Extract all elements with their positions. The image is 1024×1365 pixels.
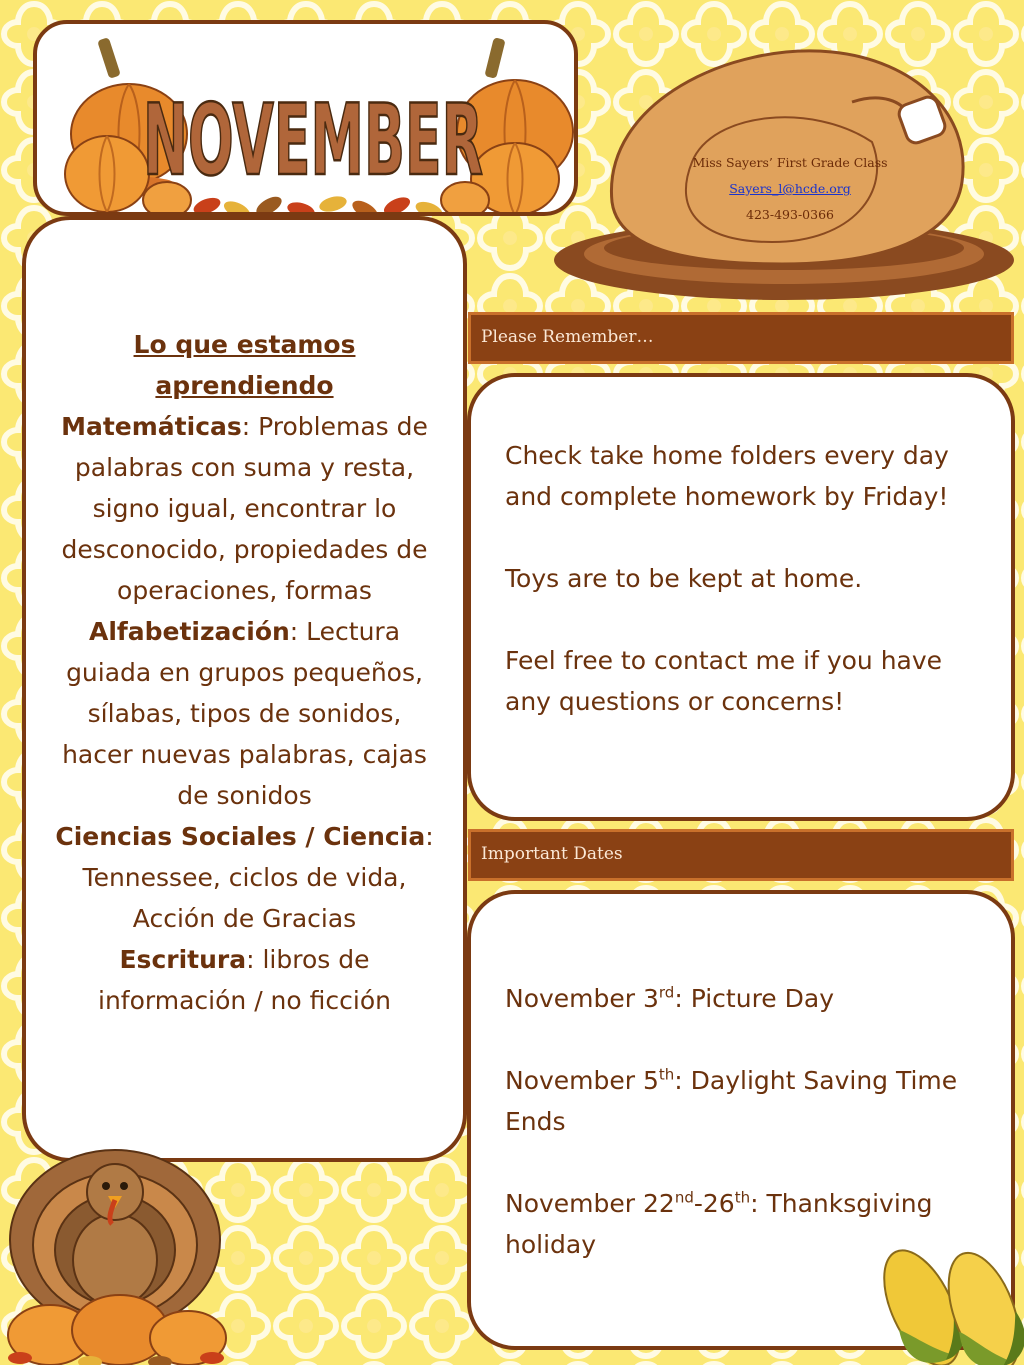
pumpkin-icon — [65, 136, 149, 212]
literacy-paragraph — [52, 611, 437, 816]
date-prefix: November 5 — [505, 1066, 659, 1095]
math-label: Matemáticas — [61, 412, 242, 441]
date-range-end: -26 — [693, 1189, 735, 1218]
literacy-text: : Lectura guiada en grupos pequeños, sílabas, tipos de sonidos, hacer nuevas palabras, cajas de sonidos — [62, 617, 427, 810]
pumpkin-icon — [8, 1295, 226, 1365]
date-prefix: November 22 — [505, 1189, 675, 1218]
date-item — [505, 1060, 985, 1142]
corn-icon — [862, 1228, 1024, 1365]
remember-item: Check take home folders every day and complete homework by Friday! — [505, 441, 949, 511]
month-banner — [33, 20, 578, 216]
learning-panel — [22, 216, 467, 1162]
remember-content — [505, 435, 985, 722]
literacy-label: Alfabetización — [88, 617, 290, 646]
remember-item: Feel free to contact me if you have any questions or concerns! — [505, 646, 943, 716]
writing-text: : libros de información / no ficción — [98, 945, 391, 1015]
teacher-phone: 423-493-0366 — [746, 207, 834, 222]
turkey-icon — [0, 1130, 230, 1365]
date-item — [505, 978, 985, 1019]
remember-title-bar: Please Remember… — [468, 312, 1014, 364]
writing-paragraph — [52, 939, 437, 1021]
dates-title-bar: Important Dates — [468, 829, 1014, 881]
date-suffix: th — [658, 1065, 675, 1084]
dates-content — [505, 978, 985, 1265]
date-text: : Picture Day — [674, 984, 834, 1013]
month-banner-art — [37, 24, 578, 216]
teacher-info — [640, 150, 940, 228]
learning-heading: Lo que estamos aprendiendo — [133, 330, 356, 400]
social-paragraph — [52, 816, 437, 939]
date-suffix: rd — [658, 983, 675, 1002]
social-label: Ciencias Sociales / Ciencia — [55, 822, 426, 851]
date-suffix: nd — [674, 1188, 694, 1207]
math-text: : Problemas de palabras con suma y resta, signo igual, encontrar lo desconocido, propiedades de operaciones, formas — [61, 412, 428, 605]
remember-panel — [467, 373, 1015, 821]
month-title: NOVEMBER — [143, 84, 483, 198]
date-text: : Thanksgiving holiday — [505, 1189, 933, 1259]
remember-item: Toys are to be kept at home. — [505, 564, 863, 593]
date-text: : Daylight Saving Time Ends — [505, 1066, 958, 1136]
date-prefix: November 3 — [505, 984, 659, 1013]
math-paragraph — [52, 406, 437, 611]
social-text: : Tennessee, ciclos de vida, Acción de Gracias — [82, 822, 434, 933]
class-name: Miss Sayers’ First Grade Class — [692, 155, 888, 170]
learning-content — [52, 324, 437, 1021]
teacher-email-link[interactable]: Sayers_l@hcde.org — [729, 181, 851, 196]
writing-label: Escritura — [119, 945, 247, 974]
date-suffix: th — [734, 1188, 751, 1207]
